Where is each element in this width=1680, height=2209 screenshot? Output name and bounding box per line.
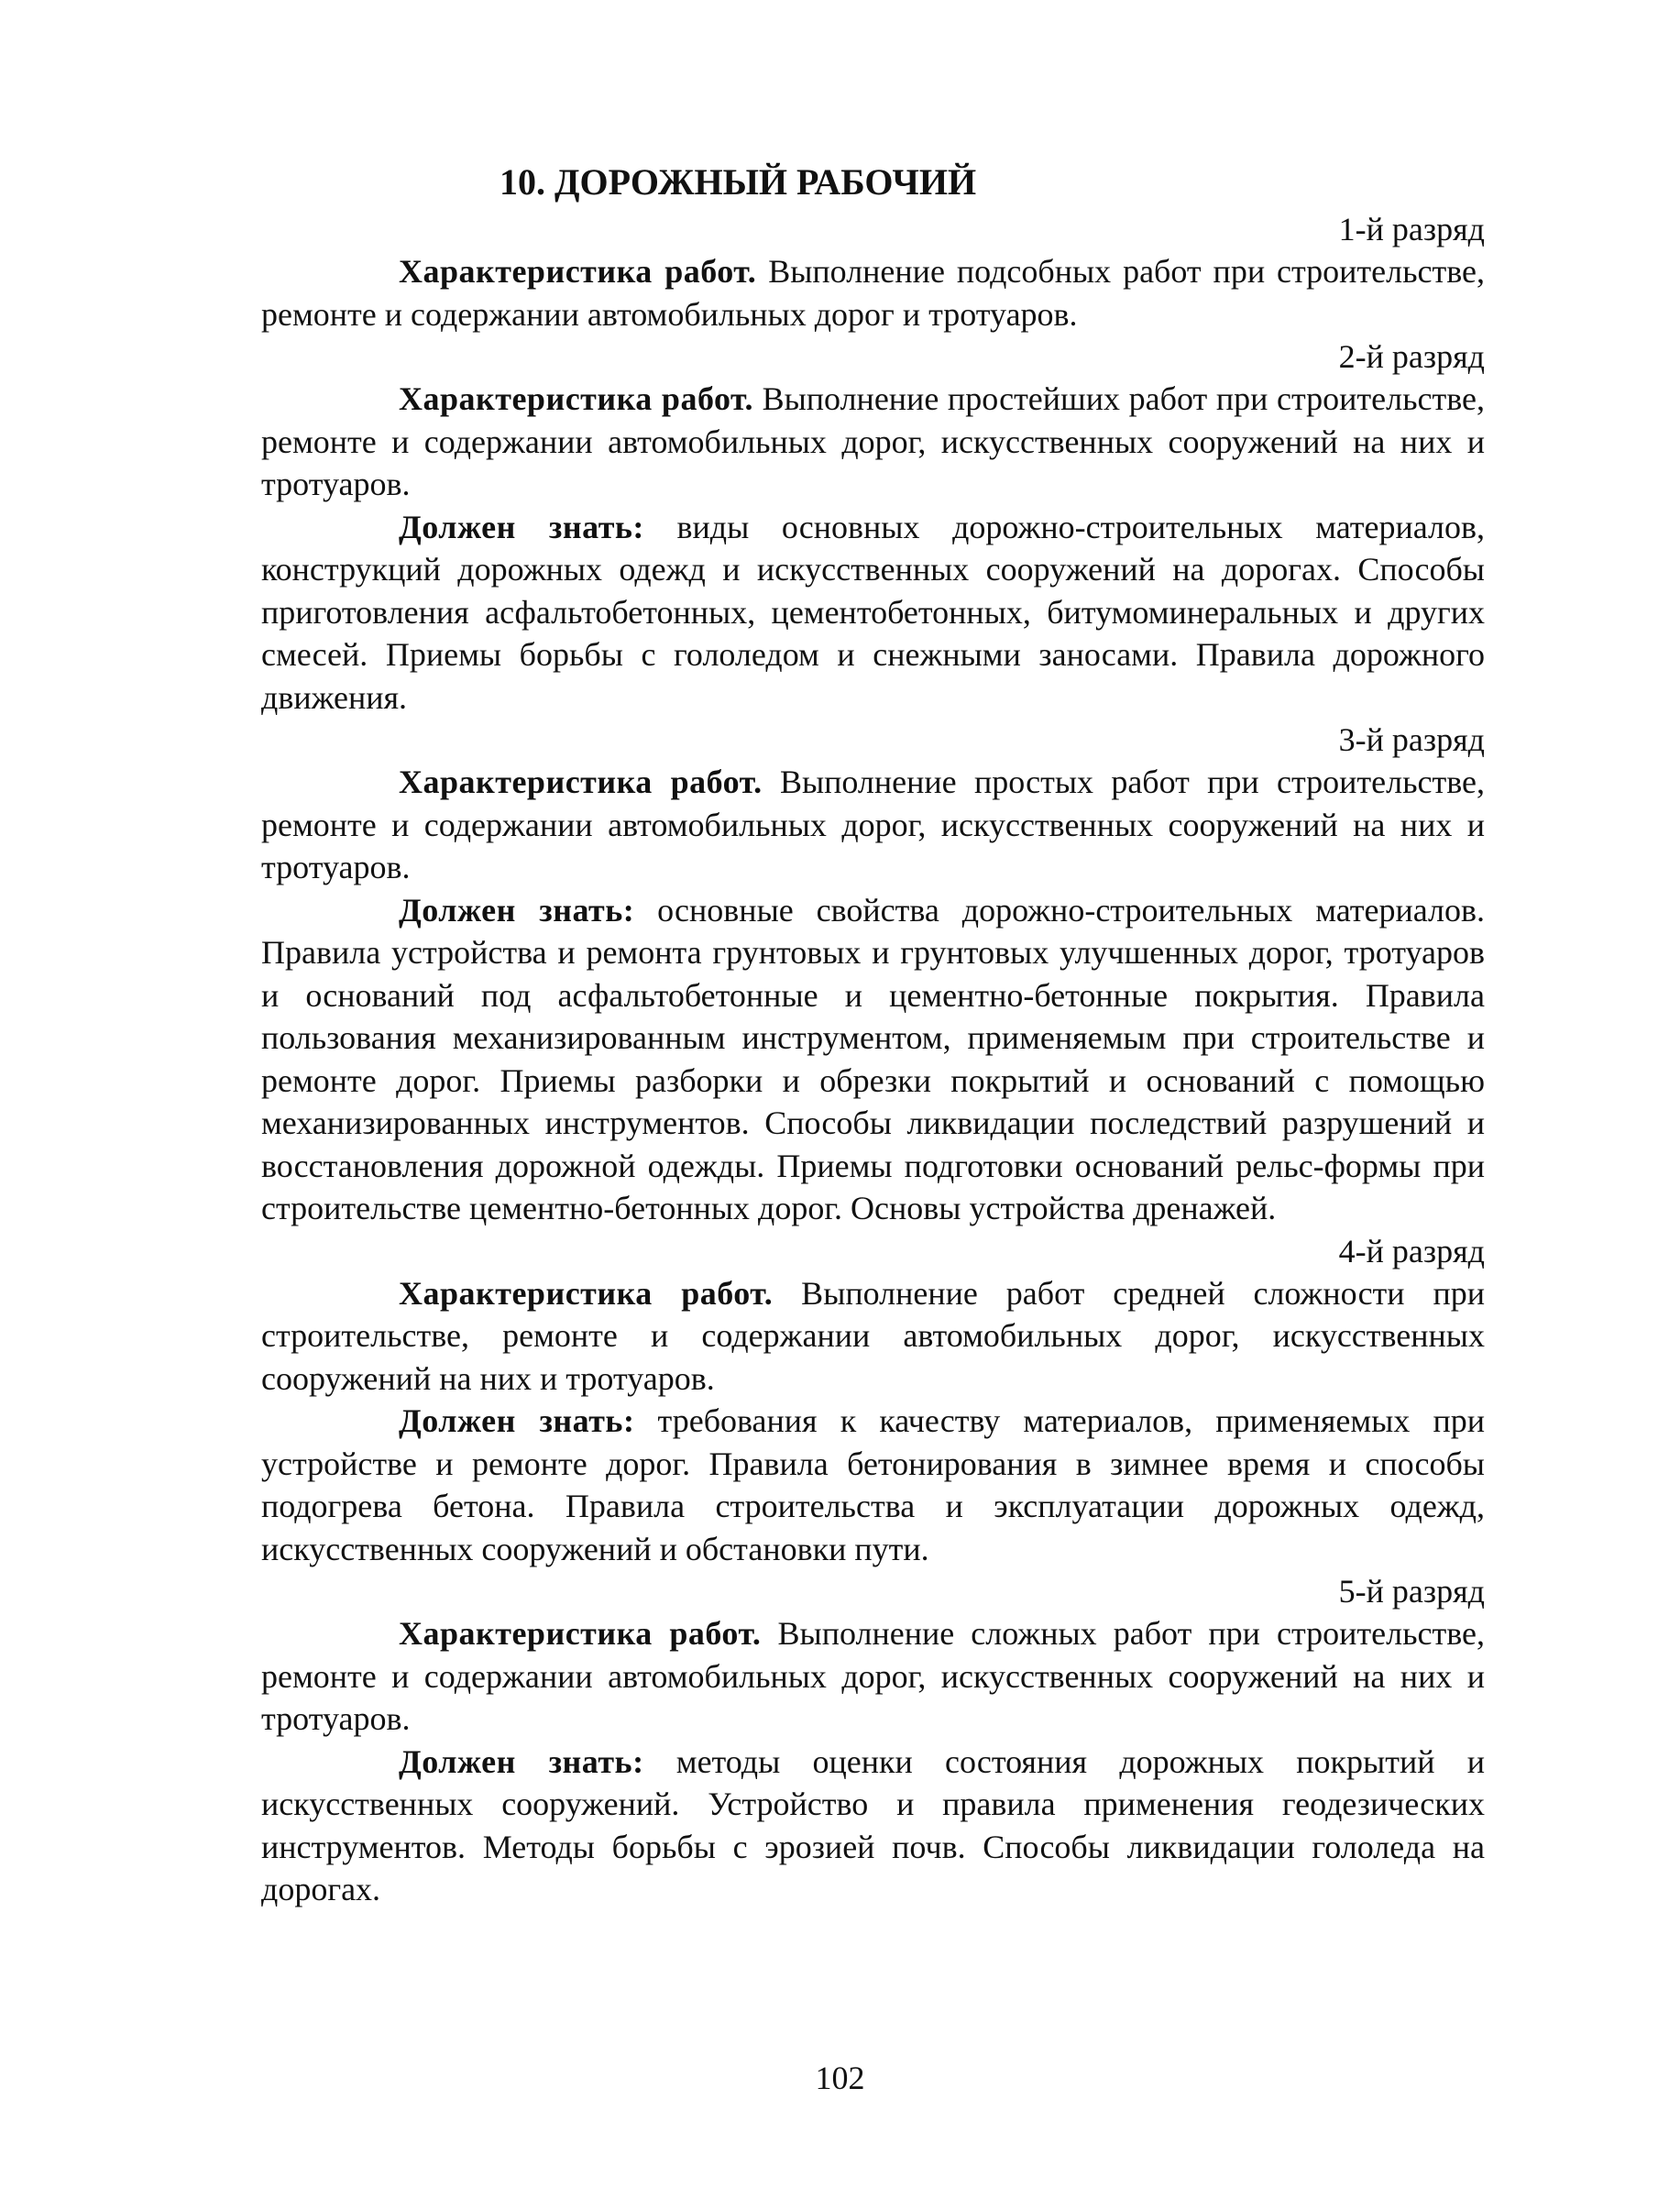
- page-body: [261, 160, 1485, 1911]
- paragraph-lead: Характеристика работ.: [399, 1615, 762, 1652]
- paragraph: [261, 761, 1485, 889]
- paragraph-lead: Должен знать:: [399, 1402, 635, 1439]
- paragraph-text: основные свойства дорожно-строительных материалов. Правила устройства и ремонта грунтовых и грунтовых улучшенных дорог, тротуаров и оснований под асфальтобетонные и цементно-бетонные покрытия. Правила пользования механизированным инструментом, применяемым при строительстве и ремонте дорог. Приемы разборки и обрезки покрытий и оснований с помощью механизированных инструментов. Способы ликвидации последствий разрушений и восстановления дорожной одежды. Приемы подготовки оснований рельс-формы при строительстве цементно-бетонных дорог. Основы устройства дренажей.: [261, 891, 1486, 1226]
- page-number: 102: [815, 2060, 865, 2096]
- paragraph-lead: Должен знать:: [399, 508, 644, 545]
- paragraph-text: Выполнение простых работ при строительстве, ремонте и содержании автомобильных дорог, искусственных сооружений на них и тротуаров.: [261, 764, 1485, 885]
- paragraph-text: Выполнение работ средней сложности при строительстве, ремонте и содержании автомобильных дорог, искусственных сооружений на них и тротуаров.: [261, 1274, 1485, 1397]
- paragraph: [261, 1400, 1485, 1570]
- paragraph-lead: Характеристика работ.: [399, 380, 753, 417]
- paragraph-lead: Характеристика работ.: [399, 764, 763, 800]
- grade-heading: 5-й разряд: [1338, 1573, 1485, 1610]
- paragraph: [261, 506, 1485, 720]
- paragraph-text: требования к качеству материалов, применяемых при устройстве и ремонте дорог. Правила бетонирования в зимнее время и способы подогрева бетона. Правила строительства и эксплуатации дорожных одежд, искусственных сооружений и обстановки пути.: [261, 1402, 1485, 1567]
- paragraph-text: виды основных дорожно-строительных материалов, конструкций дорожных одежд и искусственных сооружений на дорогах. Способы приготовления асфальтобетонных, цементобетонных, битумоминеральных и других смесей. Приемы борьбы с гололедом и снежными заносами. Правила дорожного движения.: [261, 508, 1486, 716]
- paragraph-lead: Характеристика работ.: [399, 1274, 774, 1312]
- paragraph: [261, 1272, 1485, 1401]
- paragraph: [261, 1612, 1485, 1741]
- paragraph-text: Выполнение подсобных работ при строительстве, ремонте и содержании автомобильных дорог и тротуаров.: [261, 253, 1486, 333]
- grade-heading: 4-й разряд: [1338, 1232, 1485, 1269]
- grade-heading: 3-й разряд: [1338, 721, 1485, 758]
- paragraph-text: методы оценки состояния дорожных покрытий и искусственных сооружений. Устройство и правила применения геодезических инструментов. Методы борьбы с эрозией почв. Способы ликвидации гололеда на дорогах.: [261, 1742, 1485, 1907]
- paragraph: [261, 889, 1485, 1230]
- paragraph: [261, 250, 1485, 335]
- grade-heading: 2-й разряд: [1338, 338, 1485, 375]
- paragraph-lead: Должен знать:: [399, 1742, 644, 1780]
- paragraph-lead: Должен знать:: [399, 891, 635, 929]
- paragraph-text: Выполнение простейших работ при строительстве, ремонте и содержании автомобильных дорог, искусственных сооружений на них и тротуаров.: [261, 380, 1485, 502]
- paragraph: [261, 1741, 1485, 1911]
- paragraph-text: Выполнение сложных работ при строительстве, ремонте и содержании автомобильных дорог, искусственных сооружений на них и тротуаров.: [261, 1615, 1485, 1737]
- paragraph: [261, 378, 1485, 506]
- grade-heading: 1-й разряд: [1338, 211, 1485, 247]
- paragraph-lead: Характеристика работ.: [399, 253, 757, 290]
- section-title: 10. ДОРОЖНЫЙ РАБОЧИЙ: [500, 161, 977, 203]
